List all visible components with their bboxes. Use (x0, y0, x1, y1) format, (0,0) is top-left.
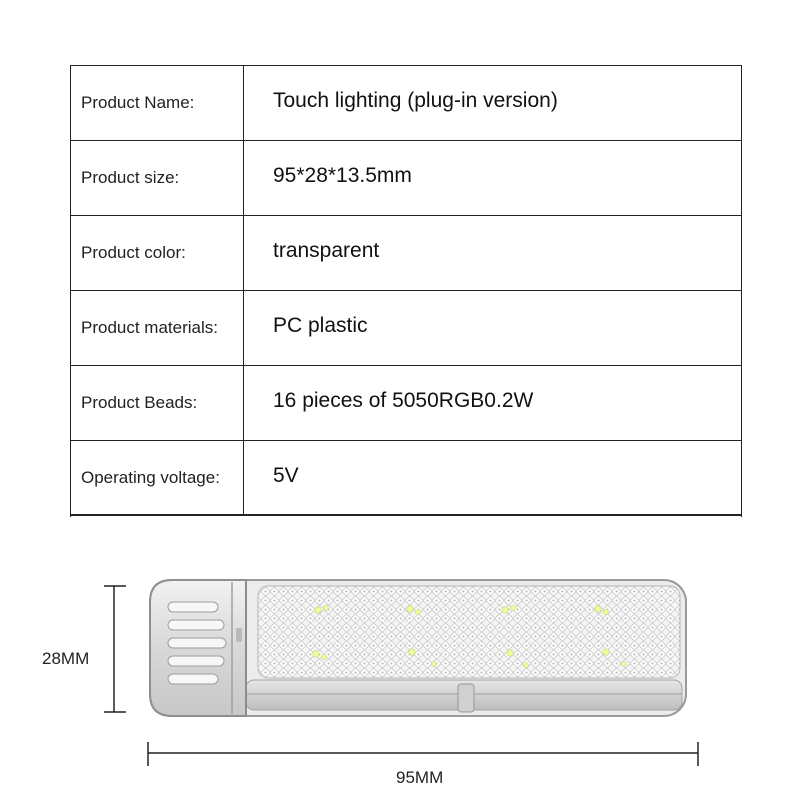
spec-value: 16 pieces of 5050RGB0.2W (273, 389, 534, 412)
spec-row-beads (71, 366, 741, 441)
spec-value: transparent (273, 239, 380, 262)
light-body (150, 580, 686, 716)
spec-value: Touch lighting (plug-in version) (273, 89, 558, 112)
width-dimension (148, 742, 698, 766)
spec-value: 5V (273, 463, 299, 487)
spec-row-materials (71, 291, 741, 366)
spec-label: Product Beads: (81, 393, 198, 412)
column-divider (243, 66, 244, 140)
width-dimension-label: 95MM (396, 768, 444, 787)
spec-label: Operating voltage: (81, 467, 220, 487)
spec-label: Product size: (81, 168, 180, 187)
spec-label: Product Name: (81, 93, 195, 112)
spec-row-size (71, 141, 741, 216)
spec-value: PC plastic (273, 314, 368, 337)
spec-table (70, 65, 742, 517)
height-dimension-label: 28MM (42, 649, 90, 668)
column-divider (243, 366, 244, 440)
spec-row-color (71, 216, 741, 291)
spec-value: 95*28*13.5mm (273, 164, 412, 187)
column-divider (243, 216, 244, 290)
spec-row-voltage (71, 441, 741, 516)
height-dimension (104, 586, 126, 712)
column-divider (243, 141, 244, 215)
spec-row-name (71, 66, 741, 141)
spec-label: Product materials: (81, 318, 218, 337)
column-divider (243, 291, 244, 365)
spec-label: Product color: (81, 243, 186, 262)
product-illustration (0, 560, 800, 800)
column-divider (243, 441, 244, 514)
